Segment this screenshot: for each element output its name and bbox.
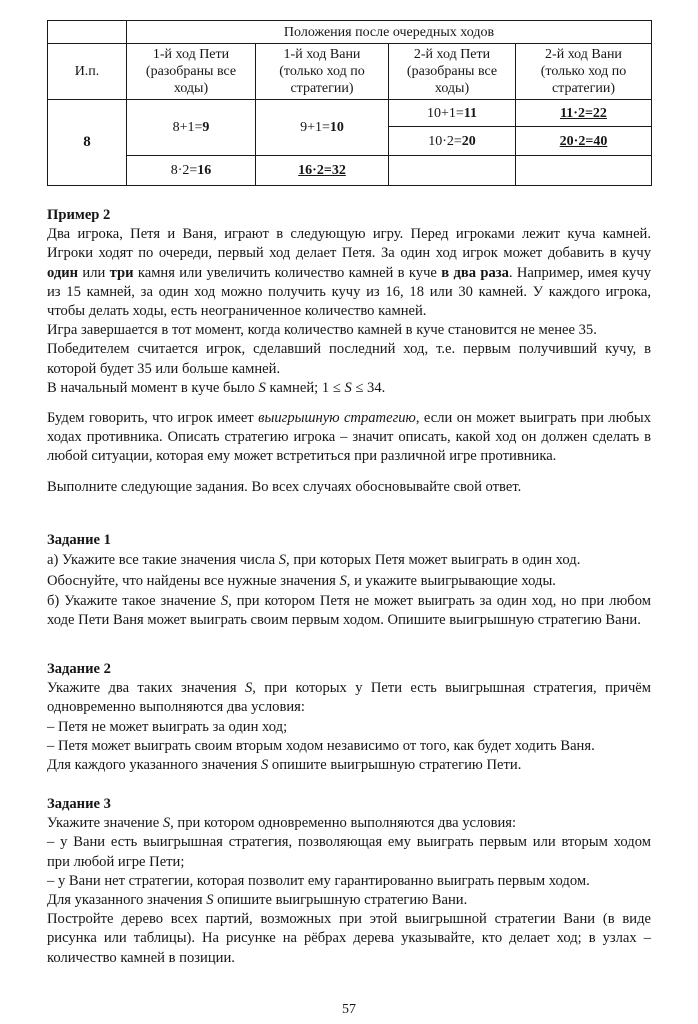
- task3-heading: Задание 3: [47, 796, 111, 812]
- header-group-cell: Положения после очередных ходов: [127, 21, 652, 44]
- header-vanya-move1: 1-й ход Вани (только ход по стратегии): [256, 44, 389, 100]
- header-start-position: И.п.: [48, 44, 127, 100]
- header-petya-move2: 2-й ход Пети (разобраны все ходы): [389, 44, 516, 100]
- petya2-cell: 10+1=11: [389, 100, 516, 127]
- start-value-cell: 8: [48, 100, 127, 186]
- vanya2-cell: 20·2=40: [516, 127, 652, 156]
- example2-instruction: Выполните следующие задания. Во всех случаях обосновывайте свой ответ.: [47, 478, 522, 495]
- task3-intro: Укажите значение S, при котором одновременно выполняются два условия:: [47, 815, 517, 832]
- task3-instruction: Для указанного значения S опишите выигрышную стратегию Вани.: [47, 892, 468, 909]
- header-vanya-move2: 2-й ход Вани (только ход по стратегии): [516, 44, 652, 100]
- example2-section: [47, 206, 651, 497]
- task2-intro: Укажите два таких значения S, при которых у Пети есть выигрышная стратегия, причём одновременно выполняются два условия:: [47, 680, 651, 716]
- empty-cell: [516, 156, 652, 186]
- task1-part-b: б) Укажите такое значение S, при котором Петя не может выиграть за один ход, но при любом ходе Пети Ваня может выиграть своим первым ходом. Опишите выигрышную стратегию Вани.: [47, 593, 651, 629]
- petya2-cell: 10·2=20: [389, 127, 516, 156]
- empty-cell: [389, 156, 516, 186]
- task3-section: [47, 795, 651, 968]
- example2-initial-state: В начальный момент в куче было S камней; 1 ≤ S ≤ 34.: [47, 379, 386, 396]
- task2-condition-2: – Петя может выиграть своим вторым ходом независимо от того, как будет ходить Ваня.: [47, 737, 595, 754]
- page-number: 57: [342, 1002, 356, 1017]
- task2-instruction: Для каждого указанного значения S опишите выигрышную стратегию Пети.: [47, 757, 522, 774]
- example2-rules-paragraph: Два игрока, Петя и Ваня, играют в следующую игру. Перед игроками лежит куча камней. Игроки ходят по очереди, первый ход делает Петя. За один ход игрок может добавить в кучу один или три камня или увеличить количество камней в куче в два раза. Например, имея кучу из 15 камней, за один ход можно получить кучу из 16, 18 или 30 камней. У каждого игрока, чтобы делать ходы, есть неограниченное количество камней.: [47, 226, 651, 320]
- task1-section: [47, 531, 651, 631]
- example2-heading: Пример 2: [47, 207, 111, 223]
- task3-tree-instruction: Постройте дерево всех партий, возможных при этой выигрышной стратегии Вани (в виде рисунка или таблицы). На рисунке на рёбрах дерева указывайте, кто делает ход; в узлах – количество камней в позиции.: [47, 911, 651, 966]
- vanya1-cell: 16·2=32: [256, 156, 389, 186]
- header-petya-move1: 1-й ход Пети (разобраны все ходы): [127, 44, 256, 100]
- task2-heading: Задание 2: [47, 661, 111, 677]
- vanya1-cell: 9+1=10: [256, 100, 389, 156]
- example2-strategy-definition: Будем говорить, что игрок имеет выигрышную стратегию, если он может выиграть при любых ходах противника. Описать стратегию игрока – значит описать, какой ход он должен сделать в любой ситуации, которая ему может встретиться при различной игре противника.: [47, 410, 652, 465]
- petya1-cell: 8+1=9: [127, 100, 256, 156]
- task3-condition-1: – у Вани есть выигрышная стратегия, позволяющая ему выиграть первым или вторым ходом при любой игре Пети;: [47, 834, 651, 870]
- example2-end-condition: Игра завершается в тот момент, когда количество камней в куче становится не менее 35.: [47, 322, 597, 339]
- task1-part-a: а) Укажите все такие значения числа S, при которых Петя может выиграть в один ход.: [47, 552, 581, 569]
- task1-part-a-justify: Обоснуйте, что найдены все нужные значения S, и укажите выигрывающие ходы.: [47, 573, 556, 590]
- task2-section: [47, 660, 651, 775]
- game-positions-table: [47, 20, 652, 186]
- task3-condition-2: – у Вани нет стратегии, которая позволит ему гарантированно выиграть первым ходом.: [47, 872, 590, 889]
- example2-winner-condition: Победителем считается игрок, сделавший последний ход, т.е. первым получивший кучу, в которой будет 35 или больше камней.: [47, 341, 651, 377]
- vanya2-cell: 11·2=22: [516, 100, 652, 127]
- task1-heading: Задание 1: [47, 532, 111, 548]
- petya1-cell: 8·2=16: [127, 156, 256, 186]
- empty-corner-cell: [48, 21, 127, 44]
- task2-condition-1: – Петя не может выиграть за один ход;: [47, 718, 288, 735]
